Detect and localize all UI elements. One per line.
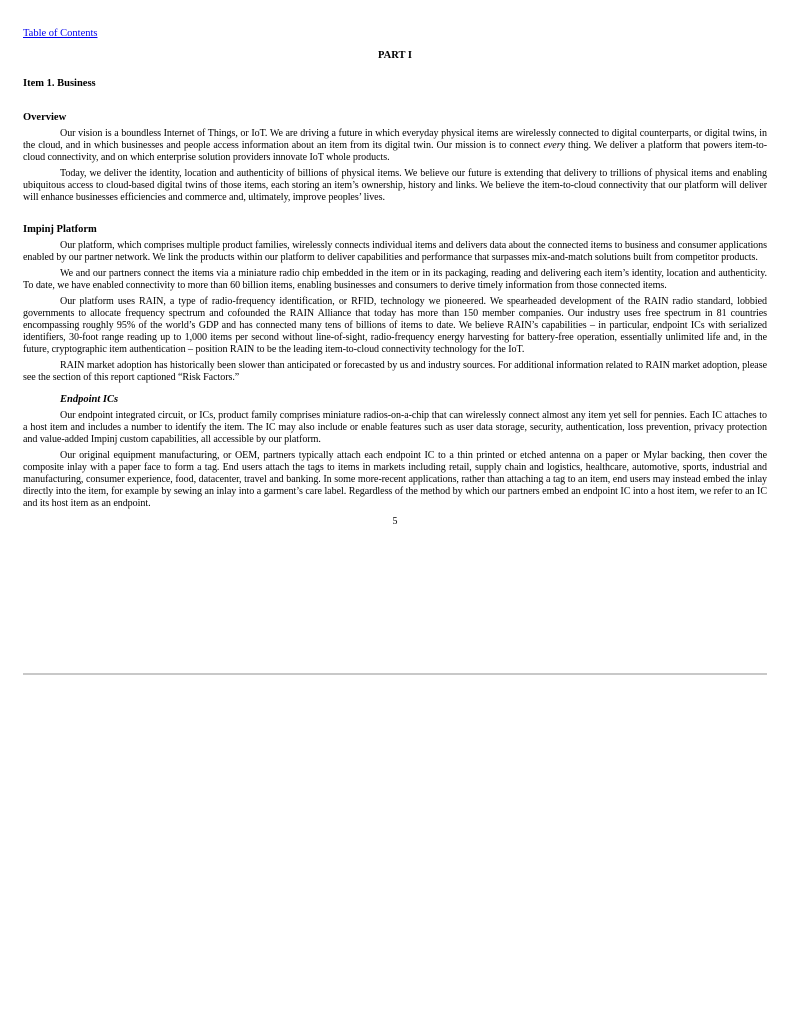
overview-paragraph-2: Today, we deliver the identity, location and authenticity of billions of physical items. We believe our future is extending that delivery to trillions of physical items and enabling ubiquitous access to cloud-based digital twins of those items, each storing an item’s ownership, history and links. We believe the item-to-cloud connectivity that our platform will deliver will enhance businesses efficiencies and commerce and, ultimately, improve peoples’ lives. [23,168,767,203]
platform-heading: Impinj Platform [23,224,97,235]
table-of-contents-link[interactable]: Table of Contents [23,28,98,39]
platform-paragraph-3: Our platform uses RAIN, a type of radio-frequency identification, or RFID, technology we pioneered. We spearheaded development of the RAIN radio standard, lobbied governments to allocate frequency spectrum and cofounded the RAIN Alliance that today has more than 150 member companies. Our industry uses free spectrum in 81 countries encompassing roughly 95% of the world’s GDP and has connected many tens of billions of items to date. We believe RAIN’s capabilities – in particular, endpoint ICs with serialized identifiers, 30-foot range reading up to 1,000 items per second without line-of-sight, radio-frequency energy harvesting for battery-free operation, essentially unlimited life and, in the future, cryptographic item authentication – position RAIN to be the leading item-to-cloud connectivity technology for the IoT. [23,296,767,355]
item-title: Item 1. Business [23,78,96,89]
platform-paragraph-4: RAIN market adoption has historically been slower than anticipated or forecasted by us and industry sources. For additional information related to RAIN market adoption, please see the section of this report captioned “Risk Factors.” [23,360,767,383]
overview-p1-text-start: Our vision is a boundless Internet of Things, or IoT. We are driving a future in which everyday physical items are wirelessly connected to digital counterparts, or digital twins, in the cloud, and in which businesses and people access information about an item from its digital twin. Our mission is to connect [23,128,767,151]
endpoint-paragraph-1: Our endpoint integrated circuit, or ICs, product family comprises miniature radios-on-a-chip that can wirelessly connect almost any item yet sell for pennies. Each IC attaches to a host item and includes a number to identify the item. The IC may also include or enable features such as user data storage, security, authentication, loss prevention, privacy protection and value-added Impinj custom capabilities, all accessible by our platform. [23,410,767,445]
overview-p1-text-end: thing. We deliver a platform that powers item-to-cloud connectivity, and on which enterprise solution providers innovate IoT whole products. [23,140,767,163]
overview-p1-emphasis: every [543,140,565,151]
page-number: 5 [392,516,398,527]
endpoint-ics-heading: Endpoint ICs [60,394,119,405]
endpoint-paragraph-2: Our original equipment manufacturing, or OEM, partners typically attach each endpoint IC to a thin printed or etched antenna on a paper or Mylar backing, then cover the composite inlay with a paper face to form a tag. End users attach the tags to items in markets including retail, supply chain and logistics, healthcare, automotive, sports, industrial and manufacturing, consumer experience, food, datacenter, travel and banking. In some more-recent applications, rather than attaching a tag to an item, end users may instead embed the inlay directly into the item, for example by sewing an inlay into a garment’s care label. Regardless of the method by which our partners embed an endpoint IC into a host item, we refer to an IC and its host item as an endpoint. [23,450,767,509]
platform-paragraph-2: We and our partners connect the items via a miniature radio chip embedded in the item or in its packaging, reading and delivering each item’s identity, location and authenticity. To date, we have enabled connectivity to more than 60 billion items, enabling businesses and consumers to derive timely information from those connected items. [23,268,767,291]
platform-paragraph-1: Our platform, which comprises multiple product families, wirelessly connects individual items and delivers data about the connected items to business and consumer applications enabled by our partner network. We link the products within our platform to deliver capabilities and performance that surpasses mix-and-match solutions built from competitor products. [23,240,767,263]
part-title: PART I [378,50,412,61]
page-divider [23,673,767,675]
overview-heading: Overview [23,112,67,123]
document-page [23,28,767,528]
overview-paragraph-1 [23,128,767,164]
